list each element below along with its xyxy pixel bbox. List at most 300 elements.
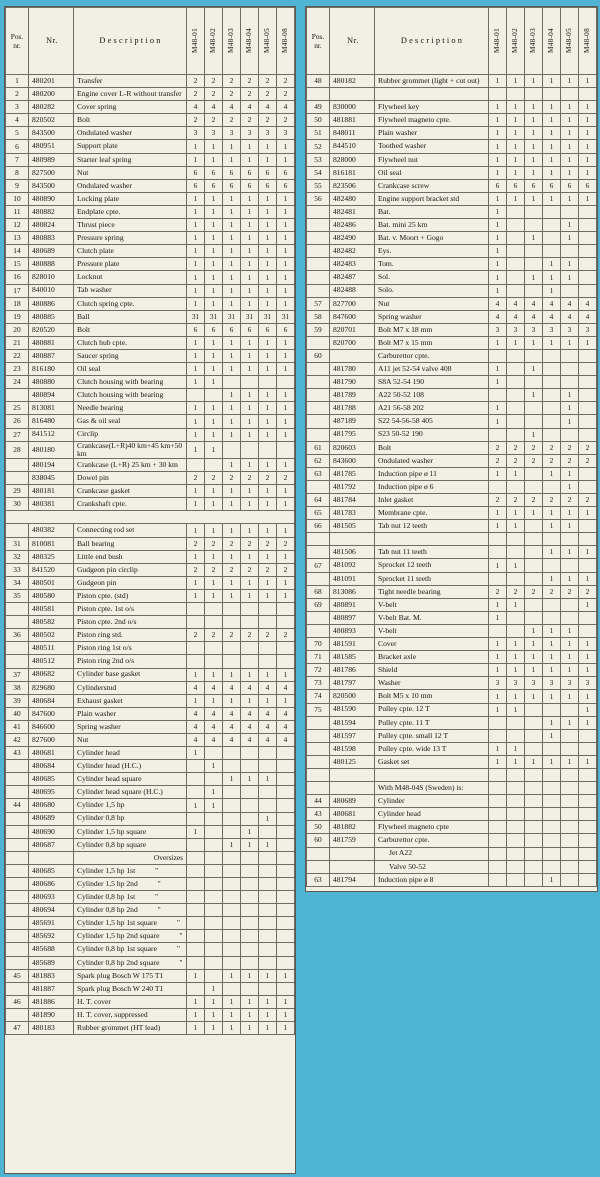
cell-qty-model-5 [579,729,597,742]
cell-qty-model-0: 4 [489,310,507,323]
cell-qty-model-1: 2 [507,585,525,598]
cell-qty-model-1: 2 [205,629,223,642]
table-row[interactable] [307,638,597,651]
cell-qty-model-2: 1 [223,694,241,707]
cell-pos-number: 48 [307,75,330,88]
cell-qty-model-4: 1 [561,572,579,585]
table-row[interactable] [307,520,597,533]
cell-qty-model-4: 2 [259,88,277,101]
table-row[interactable] [6,245,295,258]
cell-part-number: 480180 [29,441,74,458]
table-row[interactable] [307,140,597,153]
table-row[interactable] [307,297,597,310]
table-row[interactable] [307,271,597,284]
cell-qty-model-4: 4 [259,101,277,114]
cell-qty-model-3 [241,812,259,825]
cell-qty-model-1 [205,459,223,472]
table-row[interactable] [6,166,295,179]
cell-qty-model-2 [223,603,241,616]
right-parts-table-sheet [305,6,598,892]
table-row[interactable] [6,297,295,310]
cell-qty-model-1: 1 [205,550,223,563]
cell-pos-number: 71 [307,651,330,664]
cell-description: Endplate cpte. [74,205,187,218]
cell-qty-model-3: 4 [543,310,561,323]
table-row[interactable] [6,153,295,166]
cell-description [74,891,187,904]
table-row[interactable] [6,799,295,812]
cell-description: Tight needle bearing [375,585,489,598]
cell-qty-model-2 [525,703,543,716]
table-row[interactable] [6,323,295,336]
table-row[interactable] [307,480,597,493]
cell-qty-model-5: 1 [277,349,295,362]
cell-description: Bolt [74,114,187,127]
table-row[interactable] [6,655,295,668]
table-row[interactable] [6,101,295,114]
cell-qty-model-3: 1 [543,572,561,585]
cell-pos-number: 74 [307,690,330,703]
table-row[interactable] [307,755,597,768]
table-row[interactable] [307,192,597,205]
cell-qty-model-3: 1 [543,467,561,480]
table-row[interactable] [6,284,295,297]
table-section-separator [6,511,295,524]
table-row[interactable] [6,114,295,127]
table-row[interactable] [6,982,295,995]
table-row[interactable] [307,349,597,362]
cell-qty-model-5: 1 [579,75,597,88]
cell-qty-model-4: 1 [561,467,579,480]
cell-pos-number: 10 [6,192,29,205]
table-row[interactable] [307,258,597,271]
cell-description: Piston cpte. (std) [74,589,187,602]
table-row[interactable] [6,629,295,642]
cell-pos-number [307,376,330,389]
cell-qty-model-2: 4 [223,101,241,114]
cell-qty-model-2 [525,349,543,362]
table-row[interactable] [6,1022,295,1035]
table-row[interactable] [6,720,295,733]
table-row[interactable] [307,166,597,179]
cell-qty-model-1: 1 [507,703,525,716]
table-row[interactable] [307,336,597,349]
cell-qty-model-3 [241,930,259,943]
table-row[interactable] [6,219,295,232]
cell-qty-model-2: 2 [525,454,543,467]
cell-qty-model-4 [259,786,277,799]
cell-qty-model-5 [579,219,597,232]
table-row[interactable] [6,336,295,349]
cell-description: V-belt [375,624,489,637]
cell-qty-model-3: 1 [543,716,561,729]
cell-qty-model-4 [561,205,579,218]
cell-qty-model-4: 1 [259,459,277,472]
table-row[interactable] [6,773,295,786]
cell-qty-model-3 [241,760,259,773]
cell-qty-model-0: 2 [489,585,507,598]
cell-qty-model-5: 1 [277,219,295,232]
cell-qty-model-4 [259,956,277,969]
cell-qty-model-4 [259,878,277,891]
cell-qty-model-3 [543,205,561,218]
table-row[interactable] [307,664,597,677]
cell-description [74,943,187,956]
table-row[interactable] [307,179,597,192]
cell-qty-model-1: 1 [205,524,223,537]
table-row[interactable] [6,812,295,825]
cell-qty-model-5: 1 [277,485,295,498]
table-row[interactable] [307,232,597,245]
cell-part-number: 481886 [29,995,74,1008]
description-text: Cylinder 1,5 hp 2nd [77,878,138,888]
cell-description: Bolt M7 x 15 mm [375,336,489,349]
table-row[interactable] [307,729,597,742]
table-row[interactable] [6,864,295,877]
cell-qty-model-4: 4 [259,720,277,733]
table-row[interactable] [6,258,295,271]
table-row[interactable] [6,310,295,323]
table-row[interactable] [307,795,597,808]
cell-qty-model-2 [525,742,543,755]
table-row[interactable] [6,88,295,101]
cell-qty-model-5: 6 [277,166,295,179]
table-row[interactable] [6,694,295,707]
cell-qty-model-2 [525,376,543,389]
table-row[interactable] [6,402,295,415]
cell-pos [307,88,330,101]
table-row[interactable] [6,389,295,402]
cell-qty-model-5 [277,956,295,969]
cell-qty-model-0 [489,729,507,742]
table-row[interactable] [307,310,597,323]
cell-description [74,930,187,943]
table-row[interactable] [307,651,597,664]
cell-qty-model-0 [187,956,205,969]
table-blank-row [307,88,597,101]
table-row[interactable] [307,323,597,336]
table-row[interactable] [307,219,597,232]
cell-qty-model-3 [543,402,561,415]
table-row[interactable] [307,389,597,402]
table-row[interactable] [307,428,597,441]
cell-part-number: 820701 [330,323,375,336]
ditto-mark: " [153,892,159,902]
cell-qty-model-1 [205,389,223,402]
cell-nr [330,768,375,781]
cell-part-number: 481797 [330,677,375,690]
cell-qty-model-4: 1 [561,153,579,166]
cell-qty [543,88,561,101]
cell-pos-number [6,878,29,891]
cell-description: Cylinder 1,5 hp [74,799,187,812]
table-row[interactable] [6,603,295,616]
table-row[interactable] [307,546,597,559]
table-row[interactable] [6,786,295,799]
cell-qty-model-0: 1 [489,166,507,179]
table-row[interactable] [6,576,295,589]
table-row[interactable] [6,205,295,218]
cell-description: Inlet gasket [375,494,489,507]
cell-qty-model-1: 6 [507,179,525,192]
cell-qty-model-0 [187,655,205,668]
table-row[interactable] [6,232,295,245]
table-row[interactable] [307,703,597,716]
cell-qty-model-3 [241,956,259,969]
table-row[interactable] [307,415,597,428]
table-row[interactable] [307,808,597,821]
table-row[interactable] [307,75,597,88]
table-row[interactable] [6,616,295,629]
table-row[interactable] [307,559,597,572]
table-row[interactable] [307,572,597,585]
table-row[interactable] [6,524,295,537]
cell-part-number: 485688 [29,943,74,956]
cell-part-number [330,860,375,873]
description-text: Cylinder 1,5 hp 1st square [77,918,157,928]
cell-qty-model-3: 1 [241,825,259,838]
table-row[interactable] [6,537,295,550]
cell-qty-model-2 [223,917,241,930]
cell-part-number: 482480 [330,192,375,205]
cell-qty-model-0: 1 [187,297,205,310]
cell-qty-model-3 [543,376,561,389]
cell-part-number: 480886 [29,297,74,310]
cell-qty-model-3: 31 [241,310,259,323]
cell-description: Thrust piece [74,219,187,232]
table-row[interactable] [307,284,597,297]
cell-qty-model-5: 2 [579,585,597,598]
cell-qty-model-5 [579,467,597,480]
table-row[interactable] [6,363,295,376]
table-row[interactable] [307,847,597,860]
table-row[interactable] [6,179,295,192]
cell-qty-model-4: 1 [259,773,277,786]
table-row[interactable] [307,860,597,873]
cell-pos-number [307,389,330,402]
cell-qty-model-4 [259,441,277,458]
table-row[interactable] [6,415,295,428]
table-row[interactable] [6,917,295,930]
table-row[interactable] [6,1008,295,1021]
table-row[interactable] [307,598,597,611]
cell-qty-model-1 [205,642,223,655]
table-row[interactable] [6,589,295,602]
table-row[interactable] [307,624,597,637]
table-row[interactable] [6,441,295,458]
table-row[interactable] [6,956,295,969]
table-row[interactable] [6,550,295,563]
table-row[interactable] [6,140,295,153]
table-row[interactable] [6,563,295,576]
cell-qty-model-0: 1 [187,415,205,428]
table-row[interactable] [6,459,295,472]
cell-qty-model-2: 4 [223,720,241,733]
cell-qty-model-1 [507,205,525,218]
cell-qty-model-4: 1 [561,166,579,179]
cell-description: Cylinder head [74,747,187,760]
table-row[interactable] [307,127,597,140]
cell-qty-model-1 [205,904,223,917]
table-row[interactable] [6,472,295,485]
table-row[interactable] [6,707,295,720]
cell-qty-model-2 [223,786,241,799]
table-row[interactable] [307,690,597,703]
cell-qty-model-0: 1 [187,589,205,602]
cell-qty-model-4 [561,428,579,441]
table-row[interactable] [6,878,295,891]
cell-qty [525,782,543,795]
table-row[interactable] [6,192,295,205]
table-row[interactable] [6,891,295,904]
cell-qty-model-5: 1 [579,101,597,114]
table-row[interactable] [6,760,295,773]
cell-qty-model-5: 1 [277,694,295,707]
table-row[interactable] [6,943,295,956]
cell-pos-number: 1 [6,75,29,88]
table-row[interactable] [307,114,597,127]
cell-part-number: 838045 [29,472,74,485]
table-row[interactable] [307,821,597,834]
table-row[interactable] [307,834,597,847]
cell-qty-model-5 [277,904,295,917]
cell-part-number: 820603 [330,441,375,454]
cell-pos-number: 68 [307,585,330,598]
table-row[interactable] [307,716,597,729]
cell-part-number [330,349,375,362]
table-row[interactable] [307,153,597,166]
cell-qty-model-1: 1 [507,755,525,768]
table-row[interactable] [307,873,597,886]
table-row[interactable] [6,668,295,681]
cell-description: Flywheel magneto cpte. [375,114,489,127]
table-row[interactable] [6,747,295,760]
table-row[interactable] [6,428,295,441]
cell-pos-number [6,389,29,402]
table-row[interactable] [307,245,597,258]
table-row[interactable] [6,681,295,694]
cell-pos-number [6,930,29,943]
table-row[interactable] [307,677,597,690]
cell-description: Induction pipe ø 6 [375,480,489,493]
cell-pos-number: 40 [6,707,29,720]
table-row[interactable] [307,402,597,415]
table-row[interactable] [6,969,295,982]
cell-qty-model-4 [259,603,277,616]
cell-qty-model-4: 1 [561,389,579,402]
cell-qty-model-2: 1 [525,232,543,245]
cell-qty-model-5 [277,799,295,812]
table-row[interactable] [307,441,597,454]
table-row[interactable] [307,454,597,467]
cell-pos-number: 66 [307,520,330,533]
cell-qty-model-3: 1 [241,284,259,297]
right-header-row [307,8,597,75]
table-row[interactable] [307,742,597,755]
cell-qty-model-2: 1 [525,638,543,651]
table-row[interactable] [6,485,295,498]
cell-qty-model-5 [277,773,295,786]
description-text: Cylinder 0,8 hp 2nd [77,905,138,915]
cell-qty-model-2: 1 [525,428,543,441]
cell-qty-model-3: 1 [543,729,561,742]
cell-qty-model-5: 2 [277,629,295,642]
table-row[interactable] [6,498,295,511]
table-row[interactable] [6,376,295,389]
cell-description: Piston cpte. 2nd o/s [74,616,187,629]
cell-part-number: 481794 [330,873,375,886]
cell-qty-model-1: 2 [507,441,525,454]
table-row[interactable] [6,825,295,838]
table-row[interactable] [307,611,597,624]
cell-description: Gudgeon pin circlip [74,563,187,576]
header-nr-right: Nr. [330,8,375,75]
table-row[interactable] [6,930,295,943]
cell-qty-model-0 [489,349,507,362]
cell-qty-model-1 [507,363,525,376]
cell-pos-number: 7 [6,153,29,166]
table-row[interactable] [6,127,295,140]
cell-qty-model-0: 1 [489,114,507,127]
cell-description: S23 50-52 190 [375,428,489,441]
cell-qty-model-2 [223,655,241,668]
table-row[interactable] [6,642,295,655]
table-row[interactable] [307,507,597,520]
table-row[interactable] [6,995,295,1008]
table-row[interactable] [307,494,597,507]
header-model-1: M48-02 [205,8,223,75]
cell-qty-model-3: 2 [241,629,259,642]
cell-qty-model-1: 1 [205,232,223,245]
cell-pos-number: 47 [6,1022,29,1035]
cell-qty-model-3: 1 [543,638,561,651]
cell-qty-model-0: 1 [187,524,205,537]
cell-qty-model-3: 2 [241,88,259,101]
cell-qty-model-3: 1 [241,232,259,245]
cell-qty-model-5 [579,480,597,493]
table-row[interactable] [307,363,597,376]
cell-qty-model-3 [543,821,561,834]
cell-qty-model-3: 4 [241,733,259,746]
cell-qty-model-4 [259,747,277,760]
cell-description: Spring washer [375,310,489,323]
table-row[interactable] [6,349,295,362]
table-row[interactable] [307,101,597,114]
cell-qty-model-2: 1 [223,773,241,786]
table-row[interactable] [6,271,295,284]
table-row[interactable] [6,838,295,851]
cell-qty-model-5 [579,389,597,402]
table-row[interactable] [307,205,597,218]
table-row[interactable] [307,376,597,389]
cell-qty-model-0: 2 [489,494,507,507]
cell-qty-model-1 [507,873,525,886]
cell-qty-model-5 [579,559,597,572]
cell-part-number: 482483 [330,258,375,271]
cell-qty-model-5: 1 [579,664,597,677]
cell-pos-number [307,415,330,428]
table-row[interactable] [6,75,295,88]
cell-part-number: 820502 [29,114,74,127]
table-row[interactable] [307,585,597,598]
oversizes-label: Oversizes [74,851,187,864]
cell-qty-model-4: 1 [259,402,277,415]
table-row[interactable] [6,904,295,917]
cell-pos-number: 59 [307,323,330,336]
table-row[interactable] [307,467,597,480]
cell-qty-model-2: 6 [223,166,241,179]
table-row[interactable] [6,733,295,746]
